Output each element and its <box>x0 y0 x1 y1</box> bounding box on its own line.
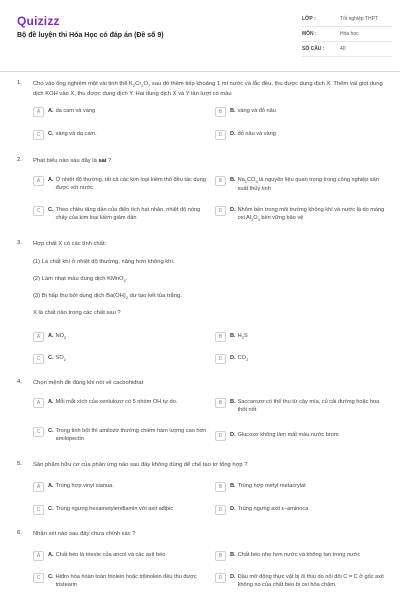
option-letter: C. <box>48 506 54 512</box>
option-letter: D. <box>230 432 236 438</box>
option-c[interactable] <box>33 355 208 364</box>
option-c[interactable] <box>33 506 208 515</box>
option-badge: D <box>215 431 226 441</box>
option-text: đỏ nâu và vàng <box>237 131 276 137</box>
option-d[interactable] <box>215 506 390 515</box>
option-badge: D <box>215 354 226 364</box>
option-text: $SO_2$ <box>55 355 66 363</box>
option-letter: A. <box>48 108 54 114</box>
option-badge: B <box>215 398 226 408</box>
option-c[interactable] <box>33 428 208 443</box>
option-letter: D. <box>230 506 236 512</box>
meta-label: SỐ CÂU : <box>302 46 325 52</box>
option-text: $CO_2$ <box>237 355 249 363</box>
meta-value: Tốt nghiệp THPT <box>340 16 378 22</box>
option-c[interactable] <box>33 207 208 222</box>
meta-row-class <box>302 12 392 27</box>
option-badge: D <box>215 505 226 515</box>
option-text: Chất béo nhẹ hơn nước và không tan trong nước <box>237 552 361 558</box>
option-text: Mỗi mắt xích của xenlulozơ có 5 nhóm OH tự do. <box>55 399 178 405</box>
question-text: Sản phẩm hữu cơ của phản ứng nào sau đây không dùng để chế tạo tơ tổng hợp ? <box>33 462 248 468</box>
option-a[interactable] <box>33 552 208 561</box>
option-badge: A <box>33 107 44 117</box>
quiz-title: Bộ đề luyện thi Hóa Học có đáp án (Đề số 9) <box>17 32 164 39</box>
option-a[interactable] <box>33 333 208 342</box>
option-d[interactable] <box>215 355 390 364</box>
option-badge: B <box>215 176 226 186</box>
option-letter: B. <box>230 108 236 114</box>
option-badge: A <box>33 551 44 561</box>
option-badge: D <box>215 573 226 583</box>
option-text: Hiđro hóa hoàn toàn triolein hoặc trilinolein đều thu được tristearin <box>55 574 197 588</box>
option-badge: B <box>215 107 226 117</box>
option-b[interactable] <box>215 399 390 414</box>
option-text: Chất béo là trieste của ancol và các axit béo <box>55 552 166 558</box>
option-text: Trong tinh bột thì amilozơ thường chiếm hàm lượng cao hơn amilopectin <box>55 428 207 442</box>
option-b[interactable] <box>215 108 390 117</box>
quizizz-logo: Quizizz <box>17 14 60 28</box>
option-d[interactable] <box>215 574 390 589</box>
option-letter: C. <box>48 131 54 137</box>
question-text: Cho vào ống nghiệm một vài tinh thể $K_2Cr_2O_7$ sau đó thêm tiếp khoảng 1 ml nước và lắc đều, thu được dung dịch X. Thêm vài giọt dung dịch KOH vào X, thu được dung dịch Y. Hai dung dịch X và Y lần lượt có màu <box>33 81 383 98</box>
option-a[interactable] <box>33 399 208 408</box>
question-prompt: X là chất nào trong các chất sau ? <box>33 310 121 316</box>
option-badge: C <box>33 573 44 583</box>
option-badge: C <box>33 130 44 140</box>
option-d[interactable] <box>215 207 390 223</box>
option-letter: D. <box>230 131 236 137</box>
option-badge: A <box>33 176 44 186</box>
option-text: Trùng ngưng hexametylenđiamin với axit ađipic <box>55 506 174 512</box>
option-text: Trùng hợp metyl metacrylat <box>237 483 306 489</box>
option-letter: C. <box>48 428 54 434</box>
option-letter: D. <box>230 574 236 580</box>
question-number: 2. <box>17 157 22 163</box>
option-letter: B. <box>230 399 236 405</box>
option-b[interactable] <box>215 177 390 193</box>
option-letter: A. <box>48 399 54 405</box>
option-a[interactable] <box>33 177 208 192</box>
option-b[interactable] <box>215 483 390 492</box>
option-a[interactable] <box>33 108 208 117</box>
question-text: Phát biểu nào sau đây là sai ? <box>33 158 112 164</box>
meta-label: LỚP : <box>302 16 316 22</box>
meta-value: Hóa học <box>340 31 359 37</box>
option-b[interactable] <box>215 333 390 342</box>
option-text: Theo chiều tăng dần của điện tích hạt nhân, nhiệt độ nóng chảy của kim loại kiềm giảm dần <box>55 207 201 221</box>
option-badge: C <box>33 206 44 216</box>
question-number: 5. <box>17 461 22 467</box>
option-letter: C. <box>48 574 54 580</box>
option-letter: C. <box>48 207 54 213</box>
option-letter: B. <box>230 483 236 489</box>
option-badge: D <box>215 206 226 216</box>
option-badge: B <box>215 332 226 342</box>
option-letter: C. <box>48 355 54 361</box>
question-text: Hợp chất X có các tính chất: <box>33 241 107 247</box>
option-d[interactable] <box>215 131 390 140</box>
question-number: 6. <box>17 530 22 536</box>
question-number: 1. <box>17 80 22 86</box>
option-letter: B. <box>230 333 236 339</box>
question-number: 4. <box>17 379 22 385</box>
meta-label: MÔN : <box>302 31 317 37</box>
page-header <box>0 0 400 72</box>
question-property-2: (2) Làm nhạt màu dung dịch KMnO$_4$. <box>33 276 128 284</box>
quiz-meta <box>302 12 392 57</box>
option-d[interactable] <box>215 432 390 441</box>
option-letter: A. <box>48 483 54 489</box>
option-letter: A. <box>48 177 54 183</box>
option-letter: D. <box>230 355 236 361</box>
option-text: Glucozơ không làm mất màu nước brom <box>237 432 339 438</box>
option-text: Dầu mỡ động thực vật bị ôi thiu do nối đôi C = C ở gốc axit không no của chất béo bị oxi hóa chậm. <box>237 574 384 588</box>
option-badge: B <box>215 482 226 492</box>
option-text: vàng và da cam. <box>55 131 97 137</box>
meta-row-count <box>302 42 392 57</box>
option-text: Ở nhiệt độ thường, tất cả các kim loại kiềm thổ đều tác dụng được với nước <box>55 177 206 191</box>
option-badge: D <box>215 130 226 140</box>
option-text: vàng và đỏ nâu <box>237 108 276 114</box>
option-letter: A. <box>48 552 54 558</box>
option-text: da cam và vàng <box>55 108 96 114</box>
option-badge: C <box>33 505 44 515</box>
question-property-3: (3) Bị hấp thụ bởi dung dịch $Ba(OH)_2$ dư tạo kết tủa trắng. <box>33 293 182 301</box>
option-letter: A. <box>48 333 54 339</box>
option-text: Trùng hợp vinyl xianua. <box>55 483 114 489</box>
option-c[interactable] <box>33 131 208 140</box>
option-b[interactable] <box>215 552 390 561</box>
option-badge: C <box>33 427 44 437</box>
option-badge: C <box>33 354 44 364</box>
question-text: Chọn mệnh đề đúng khi nói về cacbohiđrat <box>33 380 144 386</box>
option-text: $H_2S$ <box>237 333 248 341</box>
option-text: Nhôm bền trong môi trường không khí và nước là do màng oxi $Al_2O_3$ bền vững bảo vệ <box>237 207 385 222</box>
option-c[interactable] <box>33 574 208 589</box>
meta-value: 40 <box>340 46 346 52</box>
option-badge: A <box>33 482 44 492</box>
option-text: Trùng ngưng axit ε–aminoca <box>237 506 309 512</box>
question-number: 3. <box>17 240 22 246</box>
option-badge: B <box>215 551 226 561</box>
option-badge: A <box>33 398 44 408</box>
option-letter: B. <box>230 552 236 558</box>
question-text: Nhận xét nào sau đây chưa chính xác ? <box>33 531 136 537</box>
option-text: $NO_2$ <box>55 333 67 341</box>
option-letter: D. <box>230 207 236 213</box>
option-a[interactable] <box>33 483 208 492</box>
meta-row-subject <box>302 27 392 42</box>
option-letter: B. <box>230 177 236 183</box>
question-property-1: (1) Là chất khí ở nhiệt độ thường, nặng hơn không khí. <box>33 259 175 265</box>
option-text: Saccarozơ có thể thu từ cây mía, củ cải đường hoặc hoa thốt nốt <box>237 399 380 413</box>
option-text: $Na_2CO_3$ là nguyên liệu quan trọng trong công nghiệp sản xuất thủy tinh <box>237 177 379 192</box>
option-badge: A <box>33 332 44 342</box>
